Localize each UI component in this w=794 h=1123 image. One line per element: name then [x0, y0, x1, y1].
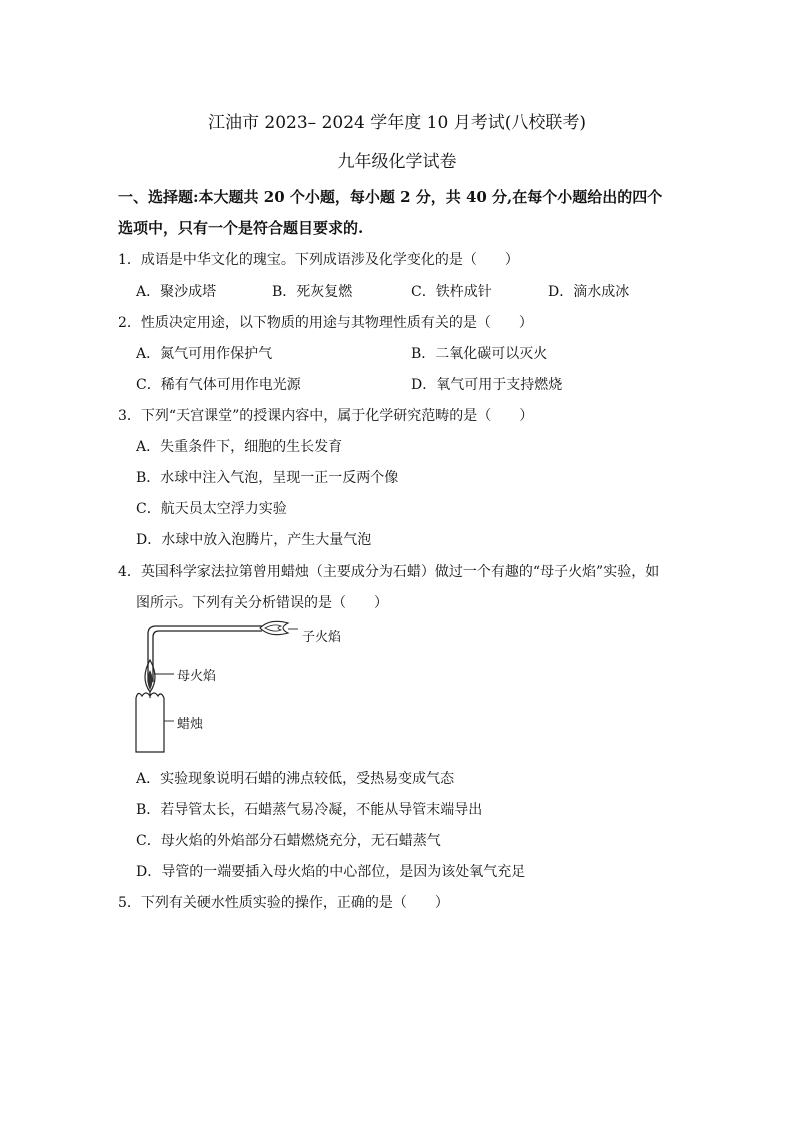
label-child-flame: 子火焰 — [302, 630, 342, 645]
exam-subtitle: 九年级化学试卷 — [337, 152, 457, 172]
label-candle: 蜡烛 — [177, 717, 204, 732]
question-1-option-b: B．死灰复燃 — [272, 284, 353, 300]
question-5-stem: 5．下列有关硬水性质实验的操作，正确的是（ ） — [118, 895, 449, 911]
question-3-option-c: C．航天员太空浮力实验 — [136, 501, 287, 517]
question-3-option-b: B．水球中注入气泡，呈现一正一反两个像 — [136, 470, 399, 486]
question-4-stem-line-1: 4．英国科学家法拉第曾用蜡烛（主要成分为石蜡）做过一个有趣的“母子火焰”实验，如 — [118, 564, 660, 580]
candle-icon — [136, 693, 164, 752]
question-3-option-a: A．失重条件下，细胞的生长发育 — [136, 439, 343, 455]
section-heading — [118, 182, 718, 244]
question-2-option-d: D．氧气可用于支持燃烧 — [411, 377, 563, 393]
label-mother-flame: 母火焰 — [177, 669, 217, 684]
question-4-option-b: B．若导管太长，石蜡蒸气易冷凝，不能从导管末端导出 — [136, 802, 483, 818]
question-2-stem: 2．性质决定用途，以下物质的用途与其物理性质有关的是（ ） — [118, 315, 533, 331]
question-1-option-c: C．铁杵成针 — [411, 284, 492, 300]
exam-title: 江油市 2023– 2024 学年度 10 月考试(八校联考) — [208, 113, 586, 133]
section-heading-line-2: 选项中，只有一个是符合题目要求的. — [118, 219, 364, 237]
question-1-stem: 1．成语是中华文化的瑰宝。下列成语涉及化学变化的是（ ） — [118, 252, 519, 268]
candle-flame-figure — [128, 620, 358, 758]
question-2-option-c: C．稀有气体可用作电光源 — [136, 377, 301, 393]
section-heading-line-1: 一、选择题:本大题共 20 个小题，每小题 2 分，共 40 分,在每个小题给出的四个 — [118, 188, 663, 206]
question-2-option-b: B．二氧化碳可以灭火 — [411, 346, 548, 362]
question-1-option-a: A．聚沙成塔 — [136, 284, 217, 300]
question-4-option-c: C．母火焰的外焰部分石蜡燃烧充分，无石蜡蒸气 — [136, 833, 441, 849]
question-4-option-a: A．实验现象说明石蜡的沸点较低，受热易变成气态 — [136, 771, 455, 787]
question-3-option-d: D．水球中放入泡腾片，产生大量气泡 — [136, 532, 372, 548]
question-3-stem: 3．下列“天宫课堂”的授课内容中，属于化学研究范畴的是（ ） — [118, 408, 534, 424]
question-4-stem-line-2: 图所示。下列有关分析错误的是（ ） — [136, 595, 388, 611]
question-2-option-a: A．氮气可用作保护气 — [136, 346, 273, 362]
question-4-option-d: D．导管的一端要插入母火焰的中心部位，是因为该处氧气充足 — [136, 864, 526, 880]
question-1-option-d: D．滴水成冰 — [548, 284, 630, 300]
